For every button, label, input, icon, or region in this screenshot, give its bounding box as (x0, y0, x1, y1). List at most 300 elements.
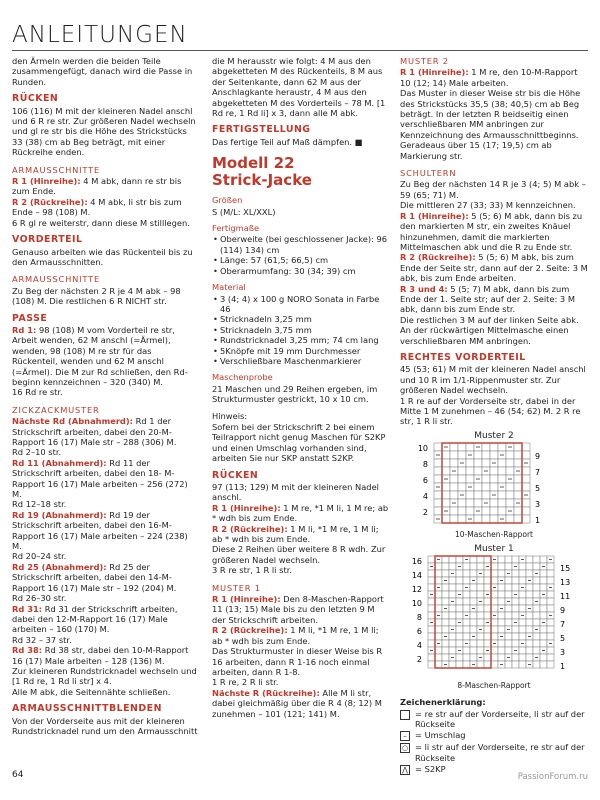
chart-cell (470, 626, 477, 633)
chart-cell (491, 605, 498, 612)
chart-cell (512, 556, 519, 563)
paragraph: Sofern bei der Strickschrift 2 bei einem Teilrapport nicht genug Maschen für S2KP und einen Umschlag vorhanden sind, arbeiten Sie nur SKP anstatt S2KP. (212, 421, 386, 464)
chart-cell (456, 605, 463, 612)
chart-cell (505, 612, 512, 619)
chart-cell (522, 483, 530, 491)
paragraph: Rd 26–30 str. (12, 593, 67, 604)
chart-cell (484, 605, 491, 612)
chart-cell (477, 563, 484, 570)
column-2 (212, 56, 390, 719)
row-number: 2 (416, 655, 422, 665)
chart-cell (526, 647, 533, 654)
chart-cell (470, 640, 477, 647)
chart-cell (540, 584, 547, 591)
chart-cell (428, 661, 435, 668)
chart-cell (482, 483, 490, 491)
paragraph: Das Strukturmuster in dieser Weise bis R 16 arbeiten, dann R 1-16 noch einmal arbeiten, dann R 1-8. (212, 646, 383, 677)
material-list (212, 294, 390, 367)
chart-cell (512, 577, 519, 584)
chart-cell (484, 654, 491, 661)
chart-cell (470, 619, 477, 626)
row-number: 8 (416, 613, 422, 623)
column-1 (12, 56, 198, 736)
section-heading: RÜCKEN (12, 93, 59, 105)
chart-cell (449, 640, 456, 647)
subheading: Fertigmaße (212, 223, 260, 234)
row-text: 1 M re, den 10-M-Rapport 10 (12; 14) Male arbeiten. (400, 67, 578, 88)
chart-cell (463, 633, 470, 640)
legend-text: = li str auf der Vorderseite, re str auf der Rückseite (415, 742, 585, 763)
chart-cell (533, 619, 540, 626)
chart-cell (519, 605, 526, 612)
row-text: 4 M abk, dann re str bis zum Ende. (12, 176, 182, 197)
chart-cell (498, 619, 505, 626)
chart-cell (474, 467, 482, 475)
chart-cell (477, 612, 484, 619)
subheading: Hinweis: (212, 410, 248, 421)
chart-cell (442, 619, 449, 626)
chart-cell (434, 499, 442, 507)
chart-cell (498, 491, 506, 499)
row-number: 7 (560, 620, 566, 630)
chart-cell (449, 563, 456, 570)
chart-cell (505, 640, 512, 647)
chart-cell (547, 647, 554, 654)
chart-cell (466, 507, 474, 515)
chart-cell (458, 451, 466, 459)
chart-cell (505, 647, 512, 654)
chart-cell (442, 491, 450, 499)
chart-cell (435, 654, 442, 661)
paragraph: 16 Rd re str. (12, 387, 63, 398)
chart-cell (491, 633, 498, 640)
chart-cell (449, 591, 456, 598)
chart-cell (456, 654, 463, 661)
row-text: Den 8-Maschen-Rapport 11 (13; 15) Male bis zu den letzten 9 M der Strickschrift arbeiten. (212, 594, 384, 625)
chart-cell (482, 491, 490, 499)
chart-cell (512, 570, 519, 577)
chart-cell (482, 475, 490, 483)
paragraph (12, 645, 198, 666)
chart-cell (470, 556, 477, 563)
paragraph (12, 458, 198, 500)
row-label: Rd 19 (Abnahmerd): (12, 509, 107, 520)
chart-cell (463, 619, 470, 626)
rapport-label: 10-Maschen-Rapport (455, 529, 533, 539)
paragraph: 45 (53; 61) M mit der kleineren Nadel anschl und 10 R im 1/1-Rippenmuster str. Zur größeren Nadel wechseln. (400, 364, 586, 396)
chart-title: Muster 2 (474, 430, 514, 441)
chart-cell (522, 499, 530, 507)
chart-cell (498, 598, 505, 605)
chart-cell (547, 619, 554, 626)
chart-cell (498, 459, 506, 467)
chart-cell (540, 626, 547, 633)
chart-cell (512, 633, 519, 640)
chart-cell (519, 633, 526, 640)
yarn-over-symbol-icon: – (400, 731, 410, 741)
row-number: 16 (411, 557, 422, 567)
paragraph (12, 562, 198, 593)
chart-cell (449, 584, 456, 591)
column-3 (400, 56, 588, 775)
chart-cell (506, 491, 514, 499)
subheading: MUSTER 2 (400, 56, 449, 66)
paragraph: 21 Maschen und 29 Reihen ergeben, im Strukturmuster gestrickt, 10 x 10 cm. (212, 383, 378, 405)
row-number: 11 (560, 592, 571, 602)
chart-cell (490, 507, 498, 515)
chart-cell (533, 605, 540, 612)
chart-cell (442, 459, 450, 467)
chart-cell (450, 443, 458, 451)
chart-cell (519, 619, 526, 626)
row-text: Rd 1 der Strickschrift arbeiten, dabei den 20-M-Rapport 16 (17) Male str – 288 (306) M. (12, 416, 177, 447)
model-number: Modell 22 (212, 154, 295, 173)
chart-cell (514, 491, 522, 499)
chart-cell (434, 443, 442, 451)
chart-cell (533, 577, 540, 584)
chart-cell (442, 647, 449, 654)
chart-cell (498, 584, 505, 591)
chart-cell (470, 654, 477, 661)
chart-cell (519, 591, 526, 598)
paragraph (212, 503, 390, 524)
chart-cell (498, 640, 505, 647)
legend-item (400, 709, 588, 730)
chart-cell (490, 515, 498, 523)
chart-cell (463, 577, 470, 584)
chart-cell (428, 556, 435, 563)
row-label: R 1 (Hinreihe): (12, 176, 81, 187)
paragraph: 3 R re str, 1 R li str. (212, 565, 292, 576)
page-number: 64 (12, 770, 24, 780)
legend-text: = re str auf der Vorderseite, li str auf der Rückseite (415, 708, 585, 730)
section-heading: RÜCKEN (212, 469, 259, 481)
row-number: 4 (422, 492, 428, 502)
chart-cell (519, 647, 526, 654)
paragraph: Rd 12–18 str. (12, 499, 67, 510)
chart-cell (547, 577, 554, 584)
chart-cell (498, 507, 506, 515)
chart-cell (434, 491, 442, 499)
row-number: 5 (560, 634, 566, 644)
model-name: Strick-Jacke (212, 171, 312, 190)
chart-cell (477, 577, 484, 584)
chart-cell (540, 556, 547, 563)
chart-cell (450, 451, 458, 459)
chart-cell (512, 584, 519, 591)
chart-cell (490, 451, 498, 459)
chart-cell (466, 443, 474, 451)
chart-cell (470, 612, 477, 619)
chart-cell (435, 647, 442, 654)
chart-cell (498, 499, 506, 507)
chart-cell (505, 577, 512, 584)
chart-cell (540, 570, 547, 577)
knitting-chart-muster-2 (400, 441, 588, 531)
row-number: 13 (560, 578, 571, 588)
chart-cell (484, 612, 491, 619)
chart-cell (506, 451, 514, 459)
chart-cell (498, 475, 506, 483)
chart-cell (506, 467, 514, 475)
chart-cell (482, 515, 490, 523)
chart-cell (547, 591, 554, 598)
row-number: 5 (535, 484, 541, 494)
chart-cell (466, 499, 474, 507)
subheading: Maschenprobe (212, 372, 273, 383)
list-item: • Verschließbare Maschenmarkierer (220, 356, 390, 366)
chart-cell (428, 626, 435, 633)
paragraph: 6 R gl re weiterstr, dann diese M stilllegen. (12, 217, 190, 228)
rapport-label: 8-Maschen-Rapport (457, 680, 531, 690)
chart-cell (482, 443, 490, 451)
chart-cell (491, 570, 498, 577)
row-number: 6 (422, 476, 428, 486)
chart-cell (506, 515, 514, 523)
chart-cell (477, 647, 484, 654)
chart-cell (470, 570, 477, 577)
chart-cell (522, 451, 530, 459)
chart-cell (435, 633, 442, 640)
chart-cell (435, 619, 442, 626)
chart-cell (505, 661, 512, 668)
chart-cell (540, 661, 547, 668)
row-number: 7 (535, 468, 541, 478)
chart-cell (474, 451, 482, 459)
chart-cell (519, 563, 526, 570)
chart-cell (442, 499, 450, 507)
chart-cell (533, 556, 540, 563)
chart-cell (512, 626, 519, 633)
chart-cell (449, 612, 456, 619)
chart-cell (435, 605, 442, 612)
chart-cell (506, 459, 514, 467)
chart-cell (498, 563, 505, 570)
chart-cell (458, 507, 466, 515)
chart-cell (540, 598, 547, 605)
chart-cell (463, 626, 470, 633)
chart-cell (505, 591, 512, 598)
subheading: ARMAUSSCHNITTE (12, 164, 100, 175)
list-item: • 3 (4; 4) x 100 g NORO Sonata in Farbe 46 (220, 294, 390, 315)
chart-cell (498, 591, 505, 598)
row-label: Nächste Rd (Abnahmerd): (12, 416, 133, 427)
chart-cell (434, 507, 442, 515)
paragraph: Genauso arbeiten wie das Rückenteil bis zu den Armausschnitten. (12, 246, 193, 267)
chart-cell (533, 633, 540, 640)
paragraph: Rd 20–24 str. (12, 551, 67, 562)
chart-cell (547, 570, 554, 577)
row-number: 8 (422, 460, 428, 470)
paragraph (400, 284, 588, 315)
chart-cell (506, 483, 514, 491)
chart-cell (456, 633, 463, 640)
chart-cell (466, 467, 474, 475)
watermark: PassionForum.ru (517, 772, 588, 782)
chart-cell (522, 507, 530, 515)
chart-cell (477, 640, 484, 647)
chart-cell (519, 570, 526, 577)
row-label: R 2 (Rückreihe): (212, 625, 288, 636)
chart-cell (512, 640, 519, 647)
row-label: Rd 38: (12, 645, 43, 656)
chart-cell (442, 591, 449, 598)
chart-cell (456, 661, 463, 668)
row-text: 1 M li, *1 M re, 1 M li; ab * wdh bis zum Ende. (212, 523, 379, 545)
chart-cell (463, 647, 470, 654)
chart-cell (484, 584, 491, 591)
paragraph: Rd 32 – 37 str. (12, 634, 72, 645)
paragraph (400, 67, 588, 88)
chart-cell (477, 633, 484, 640)
row-label: R 3 und 4: (400, 283, 448, 294)
row-number: 10 (411, 599, 422, 609)
paragraph: Die restlichen 3 M auf der linken Seite abk. An der rückwärtigen Mittelmasche einen verschließbaren MM anbringen. (400, 314, 579, 346)
chart-cell (522, 443, 530, 451)
chart-cell (428, 640, 435, 647)
chart-cell (533, 591, 540, 598)
chart-cell (514, 507, 522, 515)
chart-cell (463, 654, 470, 661)
chart-cell (533, 563, 540, 570)
chart-cell (428, 598, 435, 605)
chart-cell (514, 515, 522, 523)
row-number: 3 (560, 648, 566, 658)
row-text: Rd 19 der Strickschrift arbeiten, dabei den 16-M-Rapport 16 (17) Male arbeiten – 224 (238) M. (12, 509, 188, 552)
chart-cell (533, 612, 540, 619)
chart-cell (466, 491, 474, 499)
row-number: 4 (416, 641, 422, 651)
intro-text: den Ärmeln werden die beiden Teile zusammengefügt, danach wird die Passe in Runden. (12, 56, 193, 87)
chart-cell (442, 598, 449, 605)
chart-cell (428, 570, 435, 577)
paragraph (212, 594, 390, 625)
chart-cell (449, 647, 456, 654)
section-heading: VORDERTEIL (12, 234, 83, 246)
chart-cell (484, 598, 491, 605)
chart-cell (482, 451, 490, 459)
paragraph: Die mittleren 27 (33; 33) M kennzeichnen. (400, 200, 576, 211)
chart-cell (428, 633, 435, 640)
chart-cell (434, 475, 442, 483)
chart-cell (428, 612, 435, 619)
chart-cell (519, 654, 526, 661)
section-heading: PASSE (12, 312, 48, 324)
s2kp-symbol-icon: ⋀ (400, 765, 410, 775)
row-number: 9 (535, 452, 541, 462)
chart-cell (450, 483, 458, 491)
chart-cell (434, 459, 442, 467)
row-text: Rd 38 str, dabei den 10-M-Rapport 16 (17) Male arbeiten – 128 (136) M. (12, 645, 189, 666)
chart-cell (442, 483, 450, 491)
row-number: 1 (560, 662, 566, 672)
chart-cell (491, 598, 498, 605)
chart-cell (484, 577, 491, 584)
chart-cell (458, 499, 466, 507)
chart-cell (463, 570, 470, 577)
chart-cell (474, 483, 482, 491)
chart-cell (466, 459, 474, 467)
row-label: R 2 (Rückreihe): (12, 196, 88, 207)
row-label: Rd 31: (12, 603, 43, 614)
paragraph (212, 688, 390, 719)
chart-cell (526, 584, 533, 591)
chart-cell (505, 556, 512, 563)
chart-cell (512, 661, 519, 668)
chart-cell (449, 605, 456, 612)
chart-cell (526, 563, 533, 570)
row-label: Nächste R (Rückreihe): (212, 687, 320, 698)
chart-cell (428, 584, 435, 591)
chart-cell (456, 584, 463, 591)
chart-cell (533, 661, 540, 668)
chart-cell (463, 605, 470, 612)
page-title: ANLEITUNGEN (12, 22, 188, 48)
legend-text: = S2KP (415, 764, 446, 775)
chart-cell (484, 570, 491, 577)
chart-cell (477, 556, 484, 563)
paragraph (12, 197, 198, 218)
chart-cell (490, 475, 498, 483)
chart-cell (526, 598, 533, 605)
paragraph: 106 (116) M mit der kleineren Nadel anschl und 6 R re str. Zur größeren Nadel wechseln und gl re str bis die Höhe des Strickstücks 33 (38) cm ab Beg beträgt, mit einer Rückreihe enden. (12, 105, 196, 158)
chart-cell (456, 577, 463, 584)
paragraph: S (M/L: XL/XXL) (212, 206, 276, 217)
chart-cell (470, 584, 477, 591)
chart-cell (498, 612, 505, 619)
chart-cell (449, 577, 456, 584)
chart-cell (442, 612, 449, 619)
subheading: Material (212, 282, 246, 293)
chart-cell (506, 499, 514, 507)
chart-cell (540, 605, 547, 612)
list-item: • Oberweite (bei geschlossener Jacke): 96 (114) 134) cm (220, 234, 390, 255)
knitting-chart-muster-1 (400, 554, 588, 682)
chart-cell (490, 467, 498, 475)
row-text: Rd 11 der Strickschrift arbeiten, dabei den 18- M- Rapport 16 (17) Male arbeiten – 256 (272) M. (12, 457, 188, 500)
paragraph: 1 R re auf der Vorderseite str, dabei in der Mitte 1 M zunehmen – 46 (54; 62) M. 2 R re str, 1 R li str. (400, 395, 581, 427)
chart-cell (442, 654, 449, 661)
chart-cell (491, 647, 498, 654)
subheading: MUSTER 1 (212, 582, 261, 593)
chart-cell (435, 661, 442, 668)
paragraph: 1 R re, 2 R li str. (212, 677, 279, 688)
chart-cell (442, 584, 449, 591)
row-text: 5 (5; 6) M abk, dann bis zu den markierten M str, ein zweites Knäuel hinzunehmen, damit die markierten Mittelmaschen abk und die R zu Ende str. (400, 210, 583, 252)
row-label: Rd 25 (Abnahmerd): (12, 561, 107, 572)
chart-cell (533, 584, 540, 591)
chart-cell (514, 459, 522, 467)
chart-cell (498, 443, 506, 451)
model-title (212, 155, 390, 189)
paragraph: Alle M abk, die Seitennähte schließen. (12, 686, 171, 697)
chart-cell (519, 598, 526, 605)
paragraph (400, 211, 588, 253)
chart-cell (482, 459, 490, 467)
chart-cell (540, 640, 547, 647)
chart-cell (442, 467, 450, 475)
chart-cell (456, 556, 463, 563)
chart-cell (484, 661, 491, 668)
chart-cell (547, 633, 554, 640)
chart-cell (491, 626, 498, 633)
chart-cell (442, 626, 449, 633)
chart-cell (484, 633, 491, 640)
paragraph: die M herausstr wie folgt: 4 M aus den abgeketteten M des Rückenteils, 8 M aus der Seitenkante, dann 62 M aus der Anschlagkante heraustr, 4 M aus den abgeketteten M des Vorderteils – 78 M. [1 Rd re, 1 Rd li] x 3, dann alle M abk. (212, 56, 386, 119)
chart-cell (463, 563, 470, 570)
chart-cell (428, 654, 435, 661)
chart-cell (547, 598, 554, 605)
